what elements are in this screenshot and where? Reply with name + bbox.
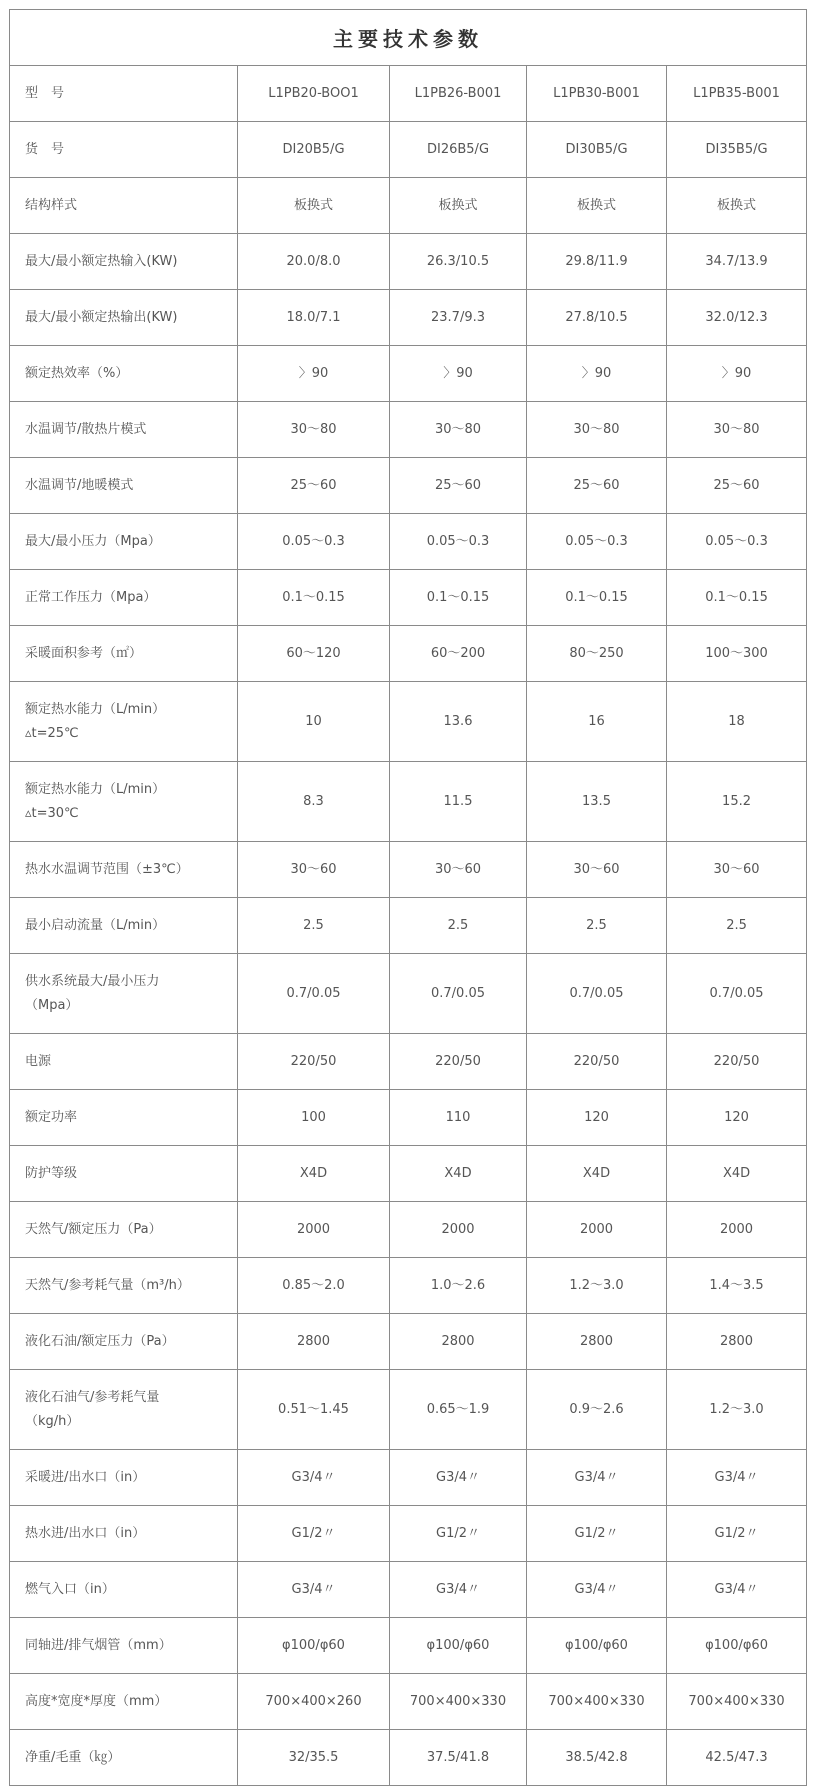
- table-row: [10, 1730, 807, 1786]
- row-value-model-3: 0.1～0.15: [527, 570, 667, 626]
- row-value-model-4: G3/4〃: [667, 1450, 807, 1506]
- row-value-model-3: 220/50: [527, 1034, 667, 1090]
- table-row: [10, 402, 807, 458]
- row-value-model-2: 25～60: [390, 458, 527, 514]
- row-value-model-2: 〉90: [390, 346, 527, 402]
- row-label: [10, 954, 238, 1034]
- table-row: [10, 1674, 807, 1730]
- row-label-line: 天然气/参考耗气量（m³/h）: [25, 1277, 190, 1293]
- spec-table-body: [10, 10, 807, 1786]
- row-value-model-4: φ100/φ60: [667, 1618, 807, 1674]
- table-row: [10, 234, 807, 290]
- row-value-model-3: 13.5: [527, 762, 667, 842]
- row-value-model-4: 120: [667, 1090, 807, 1146]
- row-value-model-3: 2.5: [527, 898, 667, 954]
- row-value-model-1: 10: [238, 682, 390, 762]
- row-label-line: 热水进/出水口（in）: [25, 1525, 146, 1541]
- row-label: [10, 1618, 238, 1674]
- row-label-line: 额定热水能力（L/min）: [25, 781, 166, 797]
- row-value-model-3: φ100/φ60: [527, 1618, 667, 1674]
- row-label: [10, 1730, 238, 1786]
- row-value-model-1: 板换式: [238, 178, 390, 234]
- row-value-model-4: G3/4〃: [667, 1562, 807, 1618]
- table-row: [10, 66, 807, 122]
- row-label-line: ▵t=30℃: [25, 805, 79, 821]
- row-value-model-3: 16: [527, 682, 667, 762]
- row-label-line: 型 号: [25, 85, 65, 101]
- row-label: [10, 178, 238, 234]
- row-label: [10, 122, 238, 178]
- row-value-model-4: 1.4～3.5: [667, 1258, 807, 1314]
- row-label: [10, 346, 238, 402]
- row-value-model-2: 板换式: [390, 178, 527, 234]
- row-label: [10, 1450, 238, 1506]
- row-value-model-1: 2.5: [238, 898, 390, 954]
- table-title: 主要技术参数: [10, 10, 807, 66]
- table-row: [10, 1146, 807, 1202]
- table-row: [10, 626, 807, 682]
- row-label: [10, 66, 238, 122]
- row-value-model-3: 30～60: [527, 842, 667, 898]
- row-label-line: 正常工作压力（Mpa）: [25, 589, 157, 605]
- row-label: [10, 898, 238, 954]
- row-value-model-3: 38.5/42.8: [527, 1730, 667, 1786]
- row-value-model-1: 2800: [238, 1314, 390, 1370]
- row-label: [10, 1314, 238, 1370]
- row-value-model-1: 20.0/8.0: [238, 234, 390, 290]
- row-value-model-1: 25～60: [238, 458, 390, 514]
- row-value-model-3: G1/2〃: [527, 1506, 667, 1562]
- row-value-model-1: G3/4〃: [238, 1450, 390, 1506]
- row-label-line: 额定功率: [25, 1109, 78, 1125]
- row-value-model-2: G1/2〃: [390, 1506, 527, 1562]
- row-value-model-3: 板换式: [527, 178, 667, 234]
- row-label: [10, 514, 238, 570]
- table-row: [10, 178, 807, 234]
- row-label: [10, 626, 238, 682]
- table-row: [10, 1370, 807, 1450]
- row-value-model-1: G1/2〃: [238, 1506, 390, 1562]
- row-value-model-2: φ100/φ60: [390, 1618, 527, 1674]
- table-row: [10, 1506, 807, 1562]
- row-value-model-4: L1PB35-B001: [667, 66, 807, 122]
- table-row: [10, 570, 807, 626]
- row-value-model-4: DI35B5/G: [667, 122, 807, 178]
- row-label: [10, 682, 238, 762]
- row-label: [10, 1258, 238, 1314]
- row-value-model-3: 80～250: [527, 626, 667, 682]
- spec-table: [9, 9, 807, 1786]
- row-label-line: （kg/h）: [25, 1413, 80, 1429]
- row-label: [10, 1506, 238, 1562]
- row-value-model-2: 0.7/0.05: [390, 954, 527, 1034]
- row-value-model-4: 18: [667, 682, 807, 762]
- row-value-model-2: G3/4〃: [390, 1562, 527, 1618]
- row-value-model-1: 30～60: [238, 842, 390, 898]
- row-label-line: 液化石油/额定压力（Pa）: [25, 1333, 175, 1349]
- table-row: [10, 1202, 807, 1258]
- row-label: [10, 762, 238, 842]
- table-row: [10, 842, 807, 898]
- row-value-model-4: 42.5/47.3: [667, 1730, 807, 1786]
- row-value-model-2: DI26B5/G: [390, 122, 527, 178]
- row-value-model-1: G3/4〃: [238, 1562, 390, 1618]
- row-value-model-3: 2800: [527, 1314, 667, 1370]
- row-value-model-1: 0.51～1.45: [238, 1370, 390, 1450]
- row-value-model-1: 60～120: [238, 626, 390, 682]
- row-label: [10, 234, 238, 290]
- table-row: [10, 682, 807, 762]
- row-label-line: 液化石油气/参考耗气量: [25, 1389, 160, 1405]
- row-value-model-3: L1PB30-B001: [527, 66, 667, 122]
- row-value-model-2: 30～80: [390, 402, 527, 458]
- row-label-line: 水温调节/散热片模式: [25, 421, 147, 437]
- row-value-model-4: X4D: [667, 1146, 807, 1202]
- row-label-line: （Mpa）: [25, 997, 79, 1013]
- table-row: [10, 1618, 807, 1674]
- table-row: [10, 762, 807, 842]
- row-value-model-4: 30～80: [667, 402, 807, 458]
- row-value-model-1: 0.05～0.3: [238, 514, 390, 570]
- row-value-model-4: 0.1～0.15: [667, 570, 807, 626]
- row-label: [10, 842, 238, 898]
- row-label-line: 高度*宽度*厚度（mm）: [25, 1693, 168, 1709]
- row-value-model-1: 18.0/7.1: [238, 290, 390, 346]
- row-label-line: 结构样式: [25, 197, 78, 213]
- row-value-model-3: 27.8/10.5: [527, 290, 667, 346]
- row-label-line: 额定热效率（%）: [25, 365, 129, 381]
- row-value-model-1: 220/50: [238, 1034, 390, 1090]
- row-label: [10, 1370, 238, 1450]
- title-row: [10, 10, 807, 66]
- row-label-line: 同轴进/排气烟管（mm）: [25, 1637, 172, 1653]
- row-value-model-1: 〉90: [238, 346, 390, 402]
- row-label: [10, 402, 238, 458]
- row-label: [10, 1202, 238, 1258]
- row-label-line: 货 号: [25, 141, 65, 157]
- row-value-model-1: 2000: [238, 1202, 390, 1258]
- row-value-model-2: 700×400×330: [390, 1674, 527, 1730]
- row-value-model-4: 15.2: [667, 762, 807, 842]
- row-value-model-3: 700×400×330: [527, 1674, 667, 1730]
- table-row: [10, 898, 807, 954]
- row-label-line: 最大/最小额定热输出(KW): [25, 309, 178, 325]
- row-value-model-4: 2000: [667, 1202, 807, 1258]
- table-row: [10, 954, 807, 1034]
- row-value-model-4: 2.5: [667, 898, 807, 954]
- row-label: [10, 1034, 238, 1090]
- row-value-model-2: 23.7/9.3: [390, 290, 527, 346]
- row-value-model-1: 0.85～2.0: [238, 1258, 390, 1314]
- row-label-line: 电源: [25, 1053, 52, 1069]
- row-label-line: 水温调节/地暖模式: [25, 477, 134, 493]
- row-value-model-4: 700×400×330: [667, 1674, 807, 1730]
- row-label-line: 防护等级: [25, 1165, 78, 1181]
- row-value-model-2: 2800: [390, 1314, 527, 1370]
- table-row: [10, 1258, 807, 1314]
- row-label-line: 采暖面积参考（㎡）: [25, 645, 143, 661]
- row-value-model-2: 26.3/10.5: [390, 234, 527, 290]
- row-label: [10, 1562, 238, 1618]
- table-row: [10, 1034, 807, 1090]
- row-value-model-1: 0.1～0.15: [238, 570, 390, 626]
- row-value-model-3: 2000: [527, 1202, 667, 1258]
- row-label: [10, 1146, 238, 1202]
- row-value-model-1: DI20B5/G: [238, 122, 390, 178]
- row-value-model-2: 11.5: [390, 762, 527, 842]
- row-value-model-4: 34.7/13.9: [667, 234, 807, 290]
- table-row: [10, 1314, 807, 1370]
- row-value-model-4: 〉90: [667, 346, 807, 402]
- row-value-model-2: 37.5/41.8: [390, 1730, 527, 1786]
- row-label-line: 最小启动流量（L/min）: [25, 917, 166, 933]
- row-value-model-3: 〉90: [527, 346, 667, 402]
- row-label-line: 额定热水能力（L/min）: [25, 701, 166, 717]
- row-value-model-4: 25～60: [667, 458, 807, 514]
- row-value-model-2: L1PB26-B001: [390, 66, 527, 122]
- row-label: [10, 458, 238, 514]
- table-row: [10, 458, 807, 514]
- row-value-model-3: 1.2～3.0: [527, 1258, 667, 1314]
- row-label-line: ▵t=25℃: [25, 725, 79, 741]
- row-value-model-4: G1/2〃: [667, 1506, 807, 1562]
- row-value-model-3: 30～80: [527, 402, 667, 458]
- row-value-model-3: 25～60: [527, 458, 667, 514]
- row-value-model-1: L1PB20-BOO1: [238, 66, 390, 122]
- row-value-model-4: 32.0/12.3: [667, 290, 807, 346]
- row-label: [10, 1674, 238, 1730]
- row-label-line: 最大/最小压力（Mpa）: [25, 533, 161, 549]
- row-value-model-1: 700×400×260: [238, 1674, 390, 1730]
- row-value-model-3: 0.7/0.05: [527, 954, 667, 1034]
- row-label-line: 最大/最小额定热输入(KW): [25, 253, 178, 269]
- row-label-line: 采暖进/出水口（in）: [25, 1469, 146, 1485]
- row-label-line: 天然气/额定压力（Pa）: [25, 1221, 162, 1237]
- row-label: [10, 570, 238, 626]
- row-value-model-2: 2000: [390, 1202, 527, 1258]
- row-value-model-4: 100～300: [667, 626, 807, 682]
- table-row: [10, 1090, 807, 1146]
- row-value-model-3: 0.05～0.3: [527, 514, 667, 570]
- row-value-model-3: G3/4〃: [527, 1450, 667, 1506]
- row-value-model-2: 0.65～1.9: [390, 1370, 527, 1450]
- row-value-model-1: 8.3: [238, 762, 390, 842]
- row-label-line: 热水水温调节范围（±3℃）: [25, 861, 189, 877]
- row-label: [10, 1090, 238, 1146]
- table-row: [10, 290, 807, 346]
- row-value-model-2: 2.5: [390, 898, 527, 954]
- row-value-model-4: 1.2～3.0: [667, 1370, 807, 1450]
- row-value-model-3: 120: [527, 1090, 667, 1146]
- row-value-model-2: 220/50: [390, 1034, 527, 1090]
- row-value-model-2: 1.0～2.6: [390, 1258, 527, 1314]
- row-label-line: 燃气入口（in）: [25, 1581, 115, 1597]
- row-value-model-1: 0.7/0.05: [238, 954, 390, 1034]
- row-value-model-3: 0.9～2.6: [527, 1370, 667, 1450]
- row-value-model-3: X4D: [527, 1146, 667, 1202]
- row-value-model-2: 0.1～0.15: [390, 570, 527, 626]
- row-value-model-1: 100: [238, 1090, 390, 1146]
- row-label: [10, 290, 238, 346]
- row-value-model-2: X4D: [390, 1146, 527, 1202]
- row-value-model-2: G3/4〃: [390, 1450, 527, 1506]
- row-value-model-2: 30～60: [390, 842, 527, 898]
- row-value-model-4: 0.7/0.05: [667, 954, 807, 1034]
- row-value-model-1: φ100/φ60: [238, 1618, 390, 1674]
- table-row: [10, 122, 807, 178]
- row-value-model-2: 0.05～0.3: [390, 514, 527, 570]
- row-label-line: 供水系统最大/最小压力: [25, 973, 160, 989]
- row-value-model-1: X4D: [238, 1146, 390, 1202]
- row-value-model-2: 110: [390, 1090, 527, 1146]
- row-value-model-4: 板换式: [667, 178, 807, 234]
- row-value-model-4: 0.05～0.3: [667, 514, 807, 570]
- row-value-model-1: 32/35.5: [238, 1730, 390, 1786]
- row-label-line: 净重/毛重（㎏）: [25, 1749, 121, 1765]
- row-value-model-3: 29.8/11.9: [527, 234, 667, 290]
- row-value-model-2: 60～200: [390, 626, 527, 682]
- row-value-model-3: G3/4〃: [527, 1562, 667, 1618]
- table-row: [10, 514, 807, 570]
- row-value-model-4: 220/50: [667, 1034, 807, 1090]
- table-row: [10, 1562, 807, 1618]
- row-value-model-2: 13.6: [390, 682, 527, 762]
- row-value-model-1: 30～80: [238, 402, 390, 458]
- row-value-model-4: 2800: [667, 1314, 807, 1370]
- row-value-model-4: 30～60: [667, 842, 807, 898]
- table-row: [10, 346, 807, 402]
- table-row: [10, 1450, 807, 1506]
- row-value-model-3: DI30B5/G: [527, 122, 667, 178]
